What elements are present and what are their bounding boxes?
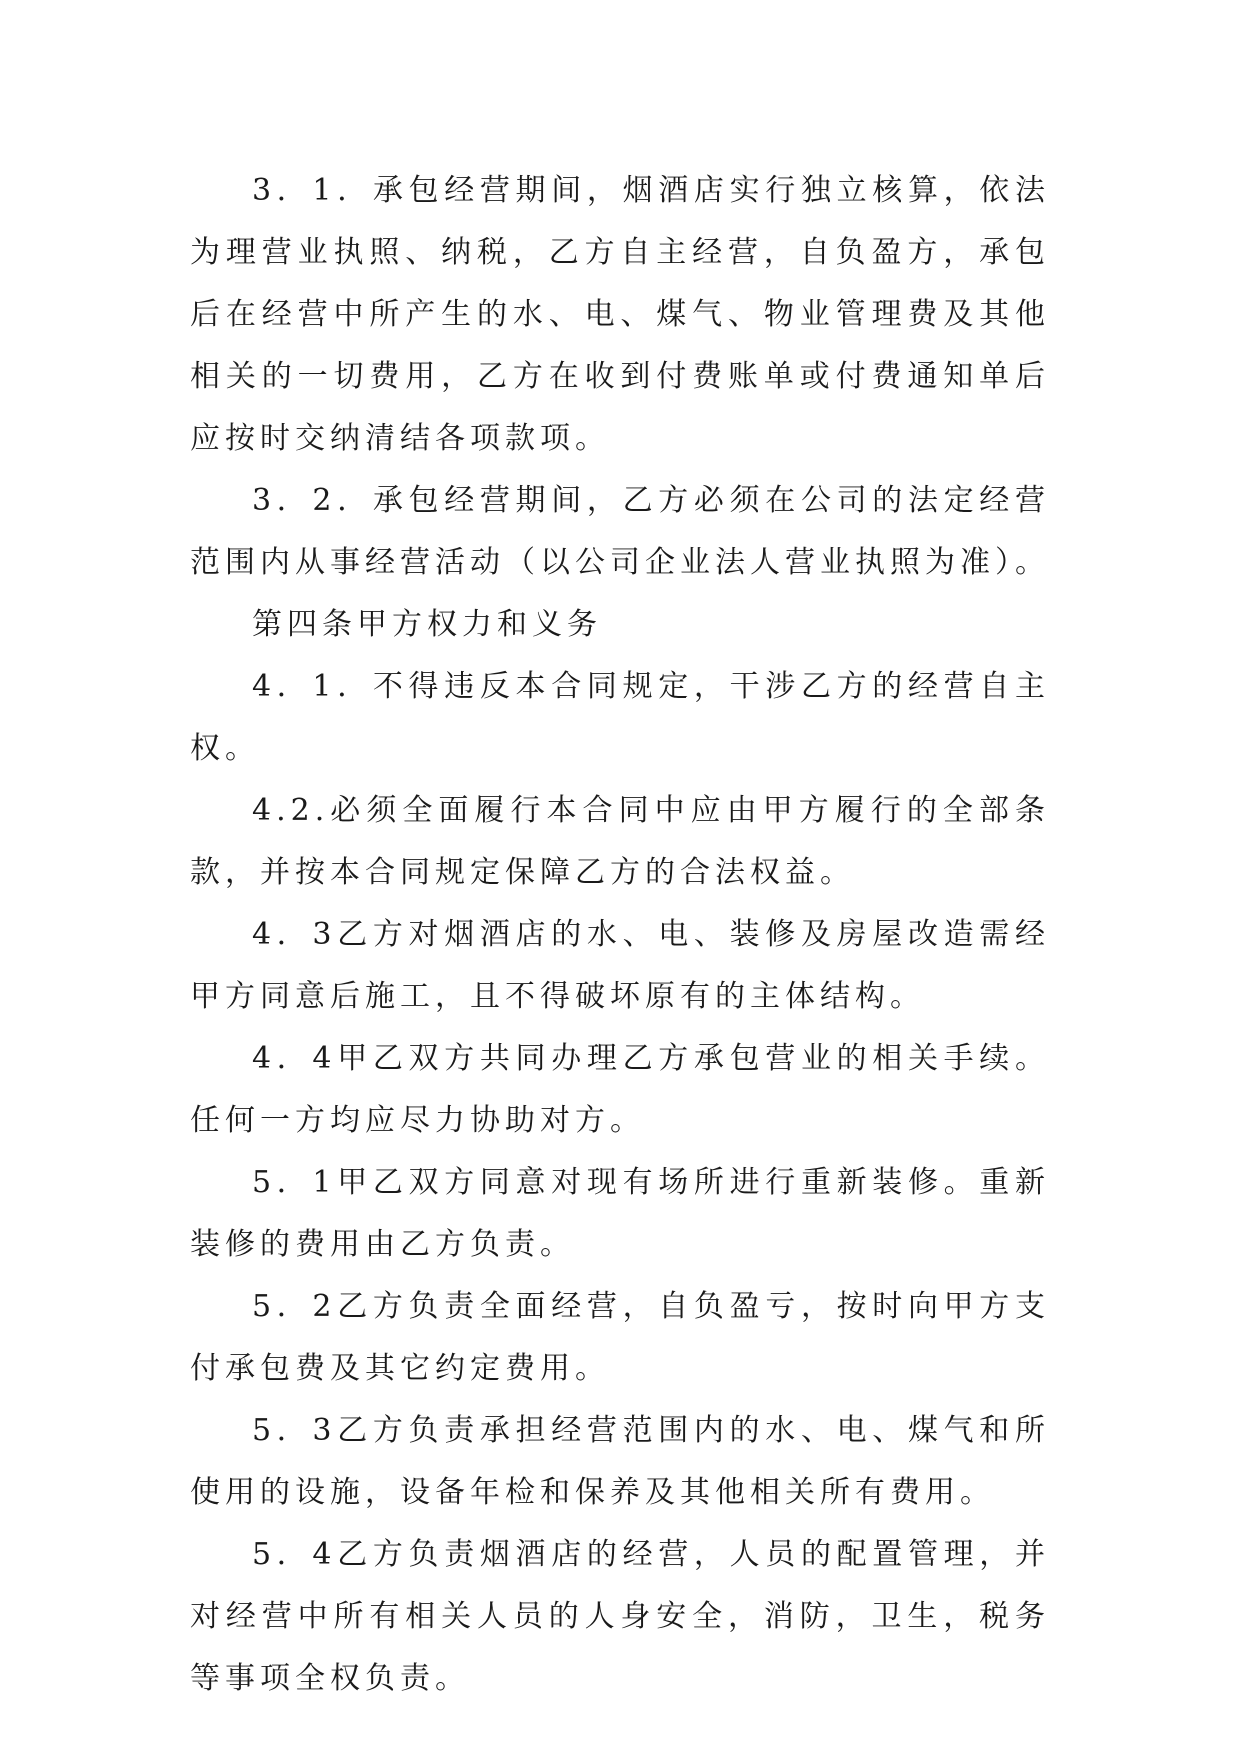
clause-3-2: 3．2．承包经营期间，乙方必须在公司的法定经营范围内从事经营活动（以公司企业法人营业执照为准）。	[190, 483, 1050, 580]
clause-4-2: 4.2.必须全面履行本合同中应由甲方履行的全部条款，并按本合同规定保障乙方的合法权益。	[190, 793, 1050, 890]
clause-5-4: 5．4乙方负责烟酒店的经营，人员的配置管理，并对经营中所有相关人员的人身安全，消防，卫生，税务等事项全权负责。	[190, 1537, 1050, 1696]
clause-4-4: 4．4甲乙双方共同办理乙方承包营业的相关手续。任何一方均应尽力协助对方。	[190, 1041, 1050, 1138]
clause-5-1: 5．1甲乙双方同意对现有场所进行重新装修。重新装修的费用由乙方负责。	[190, 1165, 1050, 1262]
clause-4-1: 4．1．不得违反本合同规定，干涉乙方的经营自主权。	[190, 669, 1050, 766]
clause-5-3: 5．3乙方负责承担经营范围内的水、电、煤气和所使用的设施，设备年检和保养及其他相关所有费用。	[190, 1413, 1050, 1510]
clause-5-2: 5．2乙方负责全面经营，自负盈亏，按时向甲方支付承包费及其它约定费用。	[190, 1289, 1050, 1386]
article-4-heading: 第四条甲方权力和义务	[252, 607, 602, 642]
document-body	[190, 160, 1050, 1710]
clause-4-3: 4．3乙方对烟酒店的水、电、装修及房屋改造需经甲方同意后施工，且不得破坏原有的主体结构。	[190, 917, 1050, 1014]
clause-3-1: 3．1．承包经营期间，烟酒店实行独立核算，依法为理营业执照、纳税，乙方自主经营，自负盈方，承包后在经营中所产生的水、电、煤气、物业管理费及其他相关的一切费用，乙方在收到付费账单或付费通知单后应按时交纳清结各项款项。	[190, 173, 1050, 456]
